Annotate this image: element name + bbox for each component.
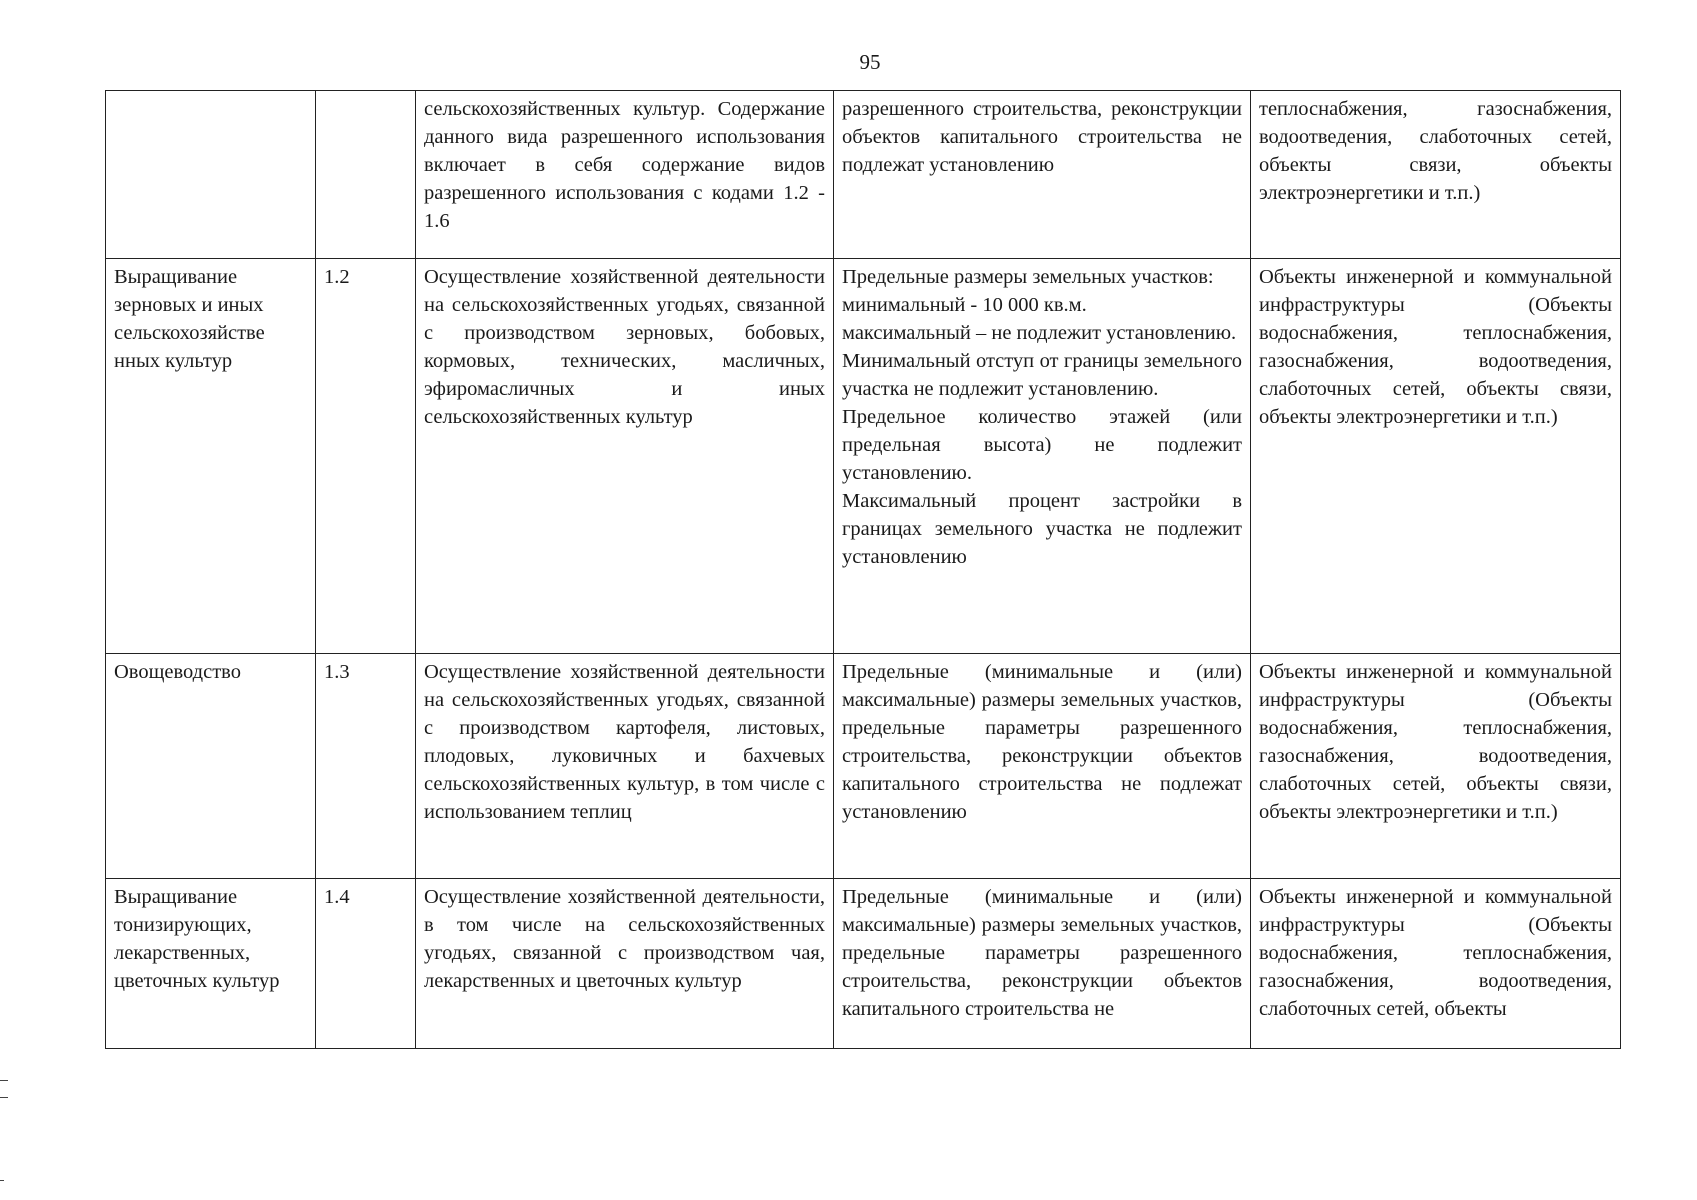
land-use-parameter: Предельное количество этажей (или предельная высота) не подлежит установлению. [842,406,1242,484]
land-use-description: Осуществление хозяйственной деятельности на сельскохозяйственных угодьях, связанной с производством зерновых, бобовых, кормовых, технических, масличных, эфиромасличных и иных сельскохозяйственных культур [424,266,825,428]
table-row [106,91,1621,259]
land-use-objects: Объекты инженерной и коммунальной инфраструктуры (Объекты водоснабжения, теплоснабжения, газоснабжения, водоотведения, слаботочных сетей, объекты связи, объекты электроэнергетики и т.п.) [1259,266,1612,428]
land-use-name-cell [106,91,316,259]
land-use-code [316,91,416,259]
land-use-name: Выращивание зерновых и иных сельскохозяйстве нных культур [114,266,265,372]
land-use-parameter: максимальный – не подлежит установлению. [842,322,1237,344]
land-use-description-cell [416,654,834,879]
table-row [106,259,1621,654]
table-row [106,879,1621,1049]
land-use-parameter: разрешенного строительства, реконструкции объектов капитального строительства не подлежат установлению [842,98,1242,176]
land-use-parameter: минимальный - 10 000 кв.м. [842,294,1087,316]
land-use-name-cell [106,879,316,1049]
table-row [106,654,1621,879]
land-use-parameters-cell [834,91,1251,259]
land-use-parameters-cell [834,654,1251,879]
land-use-name: Выращивание тонизирующих, лекарственных, цветочных культур [114,886,280,992]
land-use-parameter: Предельные размеры земельных участков: [842,266,1214,288]
land-use-objects-cell [1251,654,1621,879]
land-use-parameter: Предельные (минимальные и (или) максимальные) размеры земельных участков, предельные параметры разрешенного строительства, реконструкции объектов капитального строительства не [842,886,1242,1020]
land-use-description: Осуществление хозяйственной деятельности, в том числе на сельскохозяйственных угодьях, связанной с производством чая, лекарственных и цветочных культур [424,886,825,992]
land-use-objects-cell [1251,259,1621,654]
scan-edge-mark [0,1180,4,1181]
land-use-description-cell [416,91,834,259]
land-use-table [105,90,1621,1049]
scan-edge-mark [0,1080,8,1098]
land-use-objects-cell [1251,91,1621,259]
land-use-objects: Объекты инженерной и коммунальной инфраструктуры (Объекты водоснабжения, теплоснабжения, газоснабжения, водоотведения, слаботочных сетей, объекты связи, объекты электроэнергетики и т.п.) [1259,661,1612,823]
land-use-code: 1.3 [316,654,416,879]
land-use-name: Овощеводство [114,661,241,683]
land-use-objects: Объекты инженерной и коммунальной инфраструктуры (Объекты водоснабжения, теплоснабжения, газоснабжения, водоотведения, слаботочных сетей, объекты [1259,886,1612,1020]
land-use-objects: теплоснабжения, газоснабжения, водоотведения, слаботочных сетей, объекты связи, объекты электроэнергетики и т.п.) [1259,98,1612,204]
page-number: 95 [859,50,881,74]
land-use-name-cell [106,259,316,654]
land-use-code: 1.2 [316,259,416,654]
land-use-code: 1.4 [316,879,416,1049]
land-use-parameters-cell [834,879,1251,1049]
land-use-parameter: Максимальный процент застройки в границах земельного участка не подлежит установлению [842,490,1242,568]
land-use-parameter: Минимальный отступ от границы земельного участка не подлежит установлению. [842,350,1242,400]
land-use-parameter: Предельные (минимальные и (или) максимальные) размеры земельных участков, предельные параметры разрешенного строительства, реконструкции объектов капитального строительства не подлежат установлению [842,661,1242,823]
land-use-description-cell [416,879,834,1049]
land-use-description: сельскохозяйственных культур. Содержание данного вида разрешенного использования включает в себя содержание видов разрешенного использования с кодами 1.2 - 1.6 [424,98,825,232]
land-use-name-cell [106,654,316,879]
land-use-description-cell [416,259,834,654]
land-use-objects-cell [1251,879,1621,1049]
land-use-description: Осуществление хозяйственной деятельности на сельскохозяйственных угодьях, связанной с производством картофеля, листовых, плодовых, луковичных и бахчевых сельскохозяйственных культур, в том числе с использованием теплиц [424,661,825,823]
land-use-parameters-cell [834,259,1251,654]
